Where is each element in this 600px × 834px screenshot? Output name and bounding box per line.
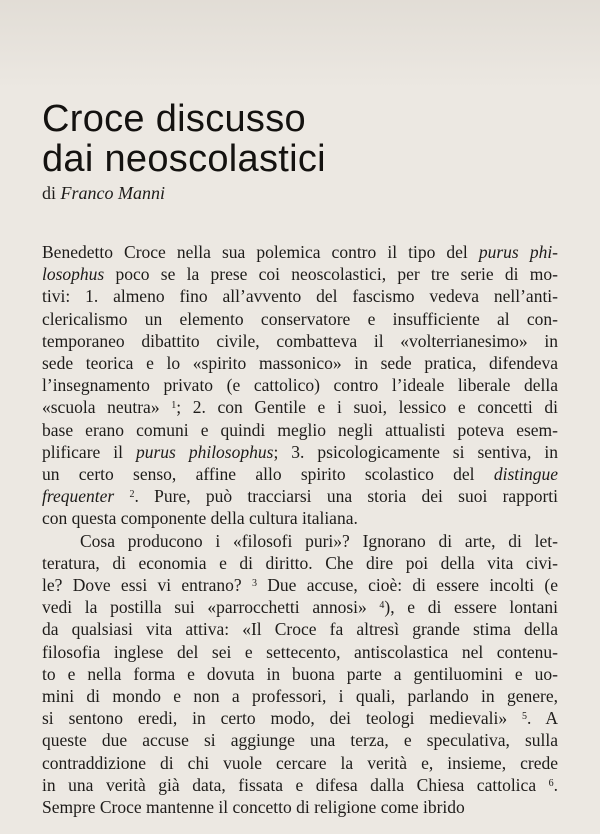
footnote-marker: 6 <box>548 777 554 789</box>
body-line <box>42 419 558 441</box>
text-run: un certo senso, affine allo spirito scolastico del <box>42 464 494 485</box>
body-line <box>42 574 558 596</box>
body-line <box>42 308 558 330</box>
title-line-1: Croce discusso <box>42 98 306 141</box>
body-line <box>42 396 558 418</box>
text-run: «scuola neutra» <box>42 397 172 418</box>
body-line <box>42 330 558 352</box>
text-run: tivi: 1. almeno fino all’avvento del fascismo vedeva nell’anti- <box>42 286 558 307</box>
text-run: in una verità già data, fissata e difesa dalla Chiesa cattolica <box>42 774 549 795</box>
text-run: base erano comuni e quindi meglio negli attualisti poteva esem- <box>42 419 558 440</box>
text-run: da qualsiasi vita attiva: «Il Croce fa altresì grande stima della <box>42 619 558 640</box>
page-bleed-through <box>0 0 600 90</box>
italic-text: purus philosophus <box>135 441 274 462</box>
body-line <box>42 507 558 529</box>
italic-text: losophus <box>42 264 105 285</box>
body-line <box>42 774 558 796</box>
body-line <box>42 463 558 485</box>
text-run: contraddizione di chi vuole cercare la verità e, insieme, crede <box>42 752 558 773</box>
text-run: Benedetto Croce nella sua polemica contro il tipo del <box>42 242 479 262</box>
body-line <box>42 530 558 552</box>
article-title <box>42 99 562 179</box>
body-line <box>42 663 558 685</box>
text-run: filosofia inglese del sei e settecento, antiscolastica nel contenu- <box>42 641 558 662</box>
text-run: . Pure, può tracciarsi una storia dei suoi rapporti <box>134 486 559 507</box>
italic-text: frequenter <box>42 486 115 507</box>
footnote-marker: 5 <box>522 711 528 723</box>
text-run: le? Dove essi vi entrano? <box>42 575 252 596</box>
italic-text: distingue <box>493 464 558 485</box>
body-line <box>42 685 558 707</box>
text-run: to e nella forma e dovuta in buona parte a gentiluomini e uo- <box>42 663 558 684</box>
body-line <box>42 552 558 574</box>
body-line <box>42 618 558 640</box>
body-line <box>42 374 558 396</box>
text-run: clericalismo un elemento conservatore e insufficiente al con- <box>42 308 558 329</box>
body-line <box>42 285 558 307</box>
title-line-2: dai neoscolastici <box>42 138 326 181</box>
byline-author: Franco Manni <box>60 183 165 203</box>
body-line <box>42 263 558 285</box>
footnote-marker: 2 <box>129 489 135 501</box>
text-run: Sempre Croce mantenne il concetto di religione come ibrido <box>42 797 465 818</box>
body-line <box>42 441 558 463</box>
text-run: teratura, di economia e di diritto. Che dire poi della vita civi- <box>42 552 558 573</box>
text-run: plificare il <box>42 441 136 462</box>
footnote-marker: 1 <box>171 400 177 412</box>
text-run <box>114 486 129 506</box>
text-run: si sentono eredi, in certo modo, dei teologi medievali» <box>42 708 523 729</box>
text-run: sede teorica e lo «spirito massonico» in sede pratica, difendeva <box>42 353 558 374</box>
body-line <box>42 796 558 818</box>
text-run: poco se la prese coi neoscolastici, per tre serie di mo- <box>104 264 558 285</box>
body-line <box>42 707 558 729</box>
text-run: Due accuse, cioè: di essere incolti (e <box>256 575 558 596</box>
article-body <box>42 241 558 818</box>
text-run: l’insegnamento privato (e cattolico) contro l’ideale liberale della <box>42 375 558 396</box>
text-run: queste due accuse si aggiunge una terza, e speculativa, sulla <box>42 730 558 751</box>
body-line <box>42 241 558 263</box>
body-line <box>42 729 558 751</box>
text-run: temporaneo dibattito civile, combatteva il «volterrianesimo» in <box>42 330 558 351</box>
text-run: mini di mondo e non a professori, i quali, parlando in genere, <box>42 686 558 707</box>
footnote-marker: 3 <box>251 578 257 590</box>
byline <box>42 183 165 204</box>
body-line <box>42 752 558 774</box>
text-run: ), e di essere lontani <box>384 597 558 618</box>
text-run: Cosa producono i «filosofi puri»? Ignorano di arte, di let- <box>80 530 558 551</box>
text-run: . A <box>527 708 558 729</box>
italic-text: purus phi- <box>478 242 559 262</box>
text-run: con questa componente della cultura italiana. <box>42 508 358 529</box>
text-run: vedi la postilla sui «parrocchetti annosi» <box>42 597 380 618</box>
byline-prefix: di <box>42 183 57 203</box>
footnote-marker: 4 <box>379 600 385 612</box>
body-line <box>42 596 558 618</box>
body-line <box>42 641 558 663</box>
text-run: . <box>553 774 558 795</box>
body-line <box>42 352 558 374</box>
text-run: ; 2. con Gentile e i suoi, lessico e concetti di <box>176 397 558 418</box>
text-run: ; 3. psicologicamente si sentiva, in <box>273 441 558 462</box>
body-line <box>42 485 558 507</box>
